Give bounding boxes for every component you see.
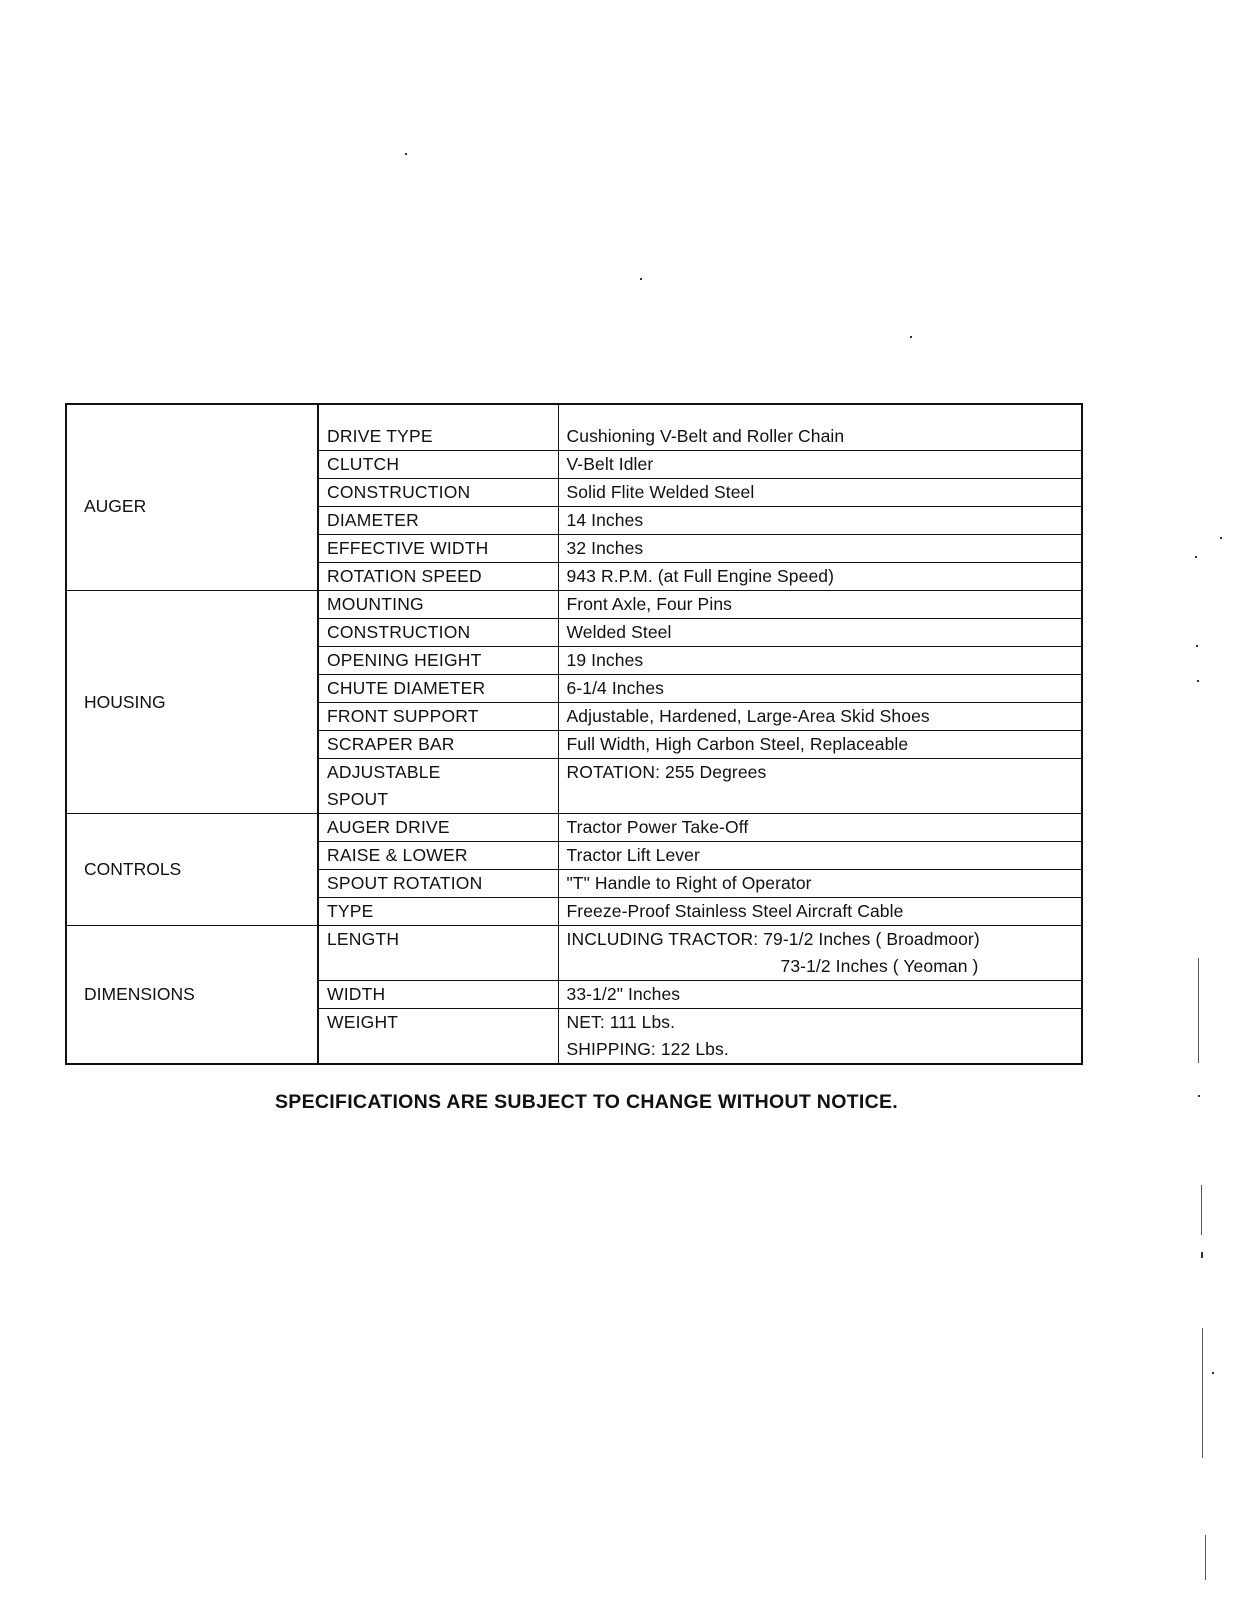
spec-value: Solid Flite Welded Steel (558, 479, 1082, 507)
spec-label: EFFECTIVE WIDTH (318, 535, 558, 563)
scan-speck (1212, 1372, 1214, 1374)
scan-speck (1201, 1252, 1203, 1258)
table-row (66, 926, 1082, 981)
spec-value: 14 Inches (558, 507, 1082, 535)
table-row (66, 404, 1082, 451)
spec-value: Adjustable, Hardened, Large-Area Skid Shoes (558, 703, 1082, 731)
spec-label: RAISE & LOWER (318, 842, 558, 870)
spec-label: TYPE (318, 898, 558, 926)
spec-label: WIDTH (318, 981, 558, 1009)
spec-label: LENGTH (318, 926, 558, 981)
spec-label: MOUNTING (318, 591, 558, 619)
spec-label: CLUTCH (318, 451, 558, 479)
scan-speck (1196, 645, 1198, 647)
spec-label-line: SPOUT (327, 789, 389, 809)
spec-label: CHUTE DIAMETER (318, 675, 558, 703)
spec-label: CONSTRUCTION (318, 619, 558, 647)
spec-value: 19 Inches (558, 647, 1082, 675)
scan-speck (1195, 556, 1197, 558)
scan-speck (910, 336, 912, 338)
spec-value: ROTATION: 255 Degrees (558, 759, 1082, 814)
spec-label: CONSTRUCTION (318, 479, 558, 507)
spec-value: 6-1/4 Inches (558, 675, 1082, 703)
spec-value: Welded Steel (558, 619, 1082, 647)
spec-label: SPOUT ROTATION (318, 870, 558, 898)
spec-label (318, 759, 558, 814)
spec-value: 943 R.P.M. (at Full Engine Speed) (558, 563, 1082, 591)
spec-value: "T" Handle to Right of Operator (558, 870, 1082, 898)
spec-value-line: NET: 111 Lbs. (566, 1012, 676, 1032)
scan-speck (1220, 537, 1222, 539)
spec-label: SCRAPER BAR (318, 731, 558, 759)
spec-value: Cushioning V-Belt and Roller Chain (558, 404, 1082, 451)
spec-value-line: INCLUDING TRACTOR: 79-1/2 Inches ( Broadmoor) (566, 929, 980, 949)
spec-value (558, 1009, 1082, 1065)
scan-speck (640, 278, 642, 280)
margin-mark (1201, 1185, 1202, 1235)
spec-value-line: SHIPPING: 122 Lbs. (566, 1039, 729, 1059)
spec-label: WEIGHT (318, 1009, 558, 1065)
spec-value: Tractor Power Take-Off (558, 814, 1082, 842)
spec-value: V-Belt Idler (558, 451, 1082, 479)
notice-text-content: SPECIFICATIONS ARE SUBJECT TO CHANGE WITHOUT NOTICE. (274, 1091, 898, 1113)
spec-label: DRIVE TYPE (318, 404, 558, 451)
spec-value: 33-1/2" Inches (558, 981, 1082, 1009)
spec-label: DIAMETER (318, 507, 558, 535)
spec-value: Tractor Lift Lever (558, 842, 1082, 870)
group-housing: HOUSING (66, 591, 318, 814)
spec-label: AUGER DRIVE (318, 814, 558, 842)
group-controls: CONTROLS (66, 814, 318, 926)
margin-mark (1202, 1328, 1203, 1458)
spec-value: Freeze-Proof Stainless Steel Aircraft Cable (558, 898, 1082, 926)
spec-label-line: ADJUSTABLE (327, 762, 441, 782)
specifications-table (65, 403, 1083, 1065)
scan-speck (1198, 1095, 1200, 1097)
spec-value: 32 Inches (558, 535, 1082, 563)
group-auger: AUGER (66, 404, 318, 591)
spec-label: ROTATION SPEED (318, 563, 558, 591)
table-row (66, 591, 1082, 619)
scan-speck (405, 153, 407, 155)
spec-value-line: 73-1/2 Inches ( Yeoman ) (780, 956, 979, 976)
table-row (66, 814, 1082, 842)
spec-label: FRONT SUPPORT (318, 703, 558, 731)
spec-value: Front Axle, Four Pins (558, 591, 1082, 619)
scan-speck (1197, 680, 1199, 682)
margin-mark (1198, 958, 1199, 1063)
group-dimensions: DIMENSIONS (66, 926, 318, 1065)
spec-value: Full Width, High Carbon Steel, Replaceable (558, 731, 1082, 759)
spec-value (558, 926, 1082, 981)
margin-mark (1205, 1535, 1206, 1580)
spec-label: OPENING HEIGHT (318, 647, 558, 675)
notice-text (0, 1091, 1237, 1114)
